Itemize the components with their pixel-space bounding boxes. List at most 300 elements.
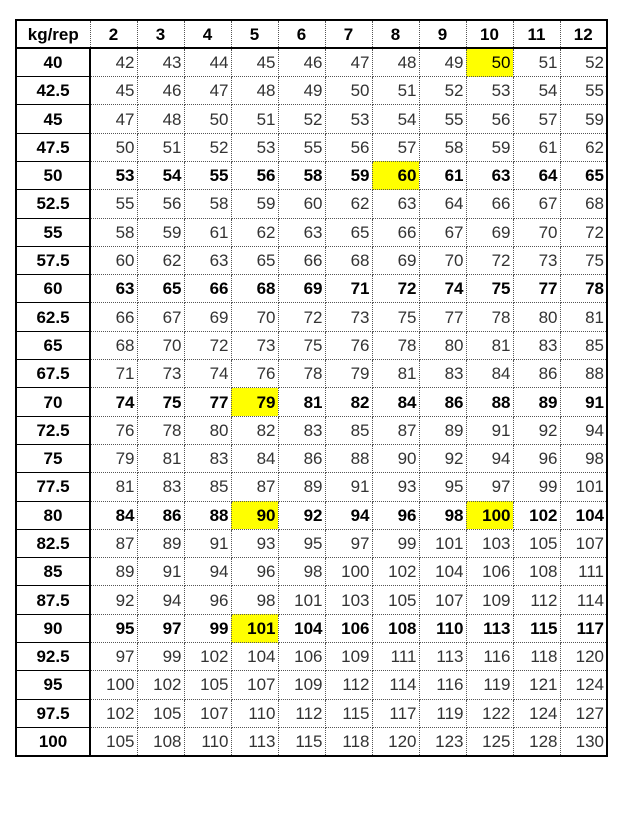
value-cell[interactable]: 130 <box>575 731 604 751</box>
value-cell[interactable]: 68 <box>90 331 137 359</box>
value-cell[interactable]: 97 <box>137 614 184 642</box>
value-cell[interactable]: 114 <box>372 671 419 699</box>
value-cell[interactable]: 64 <box>419 190 466 218</box>
value-cell[interactable]: 107 <box>419 586 466 614</box>
value-cell[interactable]: 76 <box>90 416 137 444</box>
value-cell[interactable]: 89 <box>513 388 560 416</box>
value-cell[interactable]: 65 <box>325 218 372 246</box>
value-cell[interactable]: 66 <box>278 246 325 274</box>
value-cell[interactable]: 82 <box>231 416 278 444</box>
value-cell[interactable]: 62 <box>231 218 278 246</box>
value-cell[interactable]: 108 <box>137 727 184 755</box>
value-cell[interactable]: 72 <box>184 331 231 359</box>
value-cell[interactable]: 86 <box>419 388 466 416</box>
value-cell[interactable]: 62 <box>560 133 607 161</box>
value-cell[interactable]: 100 <box>325 558 372 586</box>
weight-header-cell[interactable]: 77.5 <box>16 473 90 501</box>
value-cell[interactable]: 54 <box>372 105 419 133</box>
value-cell[interactable]: 105 <box>513 529 560 557</box>
corner-header-cell[interactable]: kg/rep <box>16 20 90 48</box>
value-cell[interactable]: 115 <box>513 614 560 642</box>
rep-header-cell[interactable]: 9 <box>419 20 466 48</box>
weight-header-cell[interactable]: 80 <box>16 501 90 529</box>
weight-header-cell[interactable]: 62.5 <box>16 303 90 331</box>
value-cell[interactable]: 103 <box>325 586 372 614</box>
value-cell[interactable]: 70 <box>419 246 466 274</box>
value-cell[interactable]: 80 <box>184 416 231 444</box>
value-cell[interactable]: 83 <box>184 444 231 472</box>
value-cell[interactable]: 88 <box>466 388 513 416</box>
value-cell[interactable]: 81 <box>90 473 137 501</box>
value-cell[interactable]: 63 <box>278 218 325 246</box>
value-cell[interactable]: 75 <box>137 388 184 416</box>
value-cell[interactable]: 106 <box>466 558 513 586</box>
value-cell[interactable]: 99 <box>184 614 231 642</box>
value-cell[interactable]: 75 <box>560 246 607 274</box>
value-cell[interactable]: 97 <box>325 529 372 557</box>
value-cell[interactable]: 89 <box>90 558 137 586</box>
value-cell[interactable]: 55 <box>419 105 466 133</box>
value-cell[interactable]: 73 <box>325 303 372 331</box>
value-cell[interactable]: 49 <box>419 48 466 76</box>
weight-header-cell[interactable]: 85 <box>16 558 90 586</box>
value-cell[interactable]: 57 <box>513 105 560 133</box>
value-cell[interactable]: 63 <box>90 275 137 303</box>
value-cell[interactable]: 72 <box>372 275 419 303</box>
value-cell[interactable]: 116 <box>419 671 466 699</box>
value-cell[interactable]: 116 <box>466 643 513 671</box>
value-cell[interactable]: 46 <box>137 77 184 105</box>
value-cell[interactable]: 105 <box>184 671 231 699</box>
value-cell[interactable]: 99 <box>372 529 419 557</box>
value-cell[interactable]: 98 <box>419 501 466 529</box>
value-cell[interactable]: 118 <box>325 727 372 755</box>
value-cell[interactable]: 104 <box>560 501 607 529</box>
highlighted-value-cell[interactable]: 50 <box>466 48 513 76</box>
value-cell[interactable]: 113 <box>466 614 513 642</box>
value-cell[interactable]: 58 <box>278 161 325 189</box>
weight-header-cell[interactable]: 82.5 <box>16 529 90 557</box>
value-cell[interactable]: 66 <box>466 190 513 218</box>
value-cell[interactable]: 111 <box>372 643 419 671</box>
value-cell[interactable]: 102 <box>90 699 137 727</box>
value-cell[interactable]: 84 <box>231 444 278 472</box>
value-cell[interactable]: 72 <box>560 218 607 246</box>
weight-header-cell[interactable]: 57.5 <box>16 246 90 274</box>
value-cell[interactable]: 62 <box>137 246 184 274</box>
highlighted-value-cell[interactable]: 90 <box>231 501 278 529</box>
value-cell[interactable]: 51 <box>137 133 184 161</box>
value-cell[interactable]: 76 <box>231 360 278 388</box>
value-cell[interactable]: 89 <box>419 416 466 444</box>
value-cell[interactable]: 69 <box>466 218 513 246</box>
value-cell[interactable]: 97 <box>90 643 137 671</box>
value-cell[interactable]: 58 <box>184 190 231 218</box>
value-cell[interactable]: 58 <box>419 133 466 161</box>
value-cell[interactable]: 53 <box>90 161 137 189</box>
value-cell[interactable]: 53 <box>466 77 513 105</box>
value-cell[interactable]: 106 <box>278 643 325 671</box>
value-cell[interactable]: 98 <box>231 586 278 614</box>
value-cell[interactable]: 113 <box>419 643 466 671</box>
value-cell[interactable]: 93 <box>372 473 419 501</box>
value-cell[interactable]: 89 <box>278 473 325 501</box>
value-cell[interactable]: 99 <box>513 473 560 501</box>
value-cell[interactable]: 63 <box>184 246 231 274</box>
value-cell[interactable]: 74 <box>184 360 231 388</box>
value-cell[interactable]: 78 <box>466 303 513 331</box>
value-cell[interactable]: 86 <box>513 360 560 388</box>
value-cell[interactable]: 112 <box>513 586 560 614</box>
weight-header-cell[interactable]: 60 <box>16 275 90 303</box>
value-cell[interactable]: 69 <box>184 303 231 331</box>
rep-header-cell[interactable]: 10 <box>466 20 513 48</box>
value-cell[interactable]: 83 <box>278 416 325 444</box>
value-cell[interactable]: 79 <box>325 360 372 388</box>
value-cell[interactable]: 111 <box>560 558 607 586</box>
value-cell[interactable]: 48 <box>231 77 278 105</box>
value-cell[interactable]: 96 <box>372 501 419 529</box>
value-cell[interactable]: 66 <box>90 303 137 331</box>
value-cell[interactable]: 92 <box>278 501 325 529</box>
value-cell[interactable]: 109 <box>325 643 372 671</box>
value-cell[interactable]: 65 <box>231 246 278 274</box>
value-cell[interactable]: 68 <box>325 246 372 274</box>
value-cell[interactable]: 78 <box>137 416 184 444</box>
value-cell[interactable]: 79 <box>90 444 137 472</box>
value-cell[interactable]: 96 <box>231 558 278 586</box>
value-cell[interactable]: 59 <box>466 133 513 161</box>
value-cell[interactable]: 94 <box>184 558 231 586</box>
value-cell[interactable]: 78 <box>372 331 419 359</box>
value-cell[interactable]: 91 <box>184 529 231 557</box>
value-cell[interactable]: 92 <box>513 416 560 444</box>
value-cell[interactable]: 56 <box>466 105 513 133</box>
weight-header-cell[interactable]: 40 <box>16 48 90 76</box>
value-cell[interactable]: 102 <box>513 501 560 529</box>
value-cell[interactable]: 76 <box>325 331 372 359</box>
value-cell[interactable]: 45 <box>231 48 278 76</box>
rep-header-cell[interactable]: 2 <box>90 20 137 48</box>
value-cell[interactable]: 102 <box>372 558 419 586</box>
value-cell[interactable]: 67 <box>137 303 184 331</box>
value-cell[interactable]: 60 <box>278 190 325 218</box>
value-cell[interactable]: 71 <box>90 360 137 388</box>
value-cell[interactable]: 55 <box>560 77 607 105</box>
value-cell[interactable]: 61 <box>513 133 560 161</box>
value-cell[interactable]: 52 <box>278 105 325 133</box>
value-cell[interactable]: 54 <box>137 161 184 189</box>
value-cell[interactable]: 86 <box>278 444 325 472</box>
highlighted-value-cell[interactable]: 101 <box>231 614 278 642</box>
value-cell[interactable]: 86 <box>137 501 184 529</box>
value-cell[interactable]: 104 <box>278 614 325 642</box>
value-cell[interactable]: 88 <box>560 360 607 388</box>
value-cell[interactable]: 96 <box>513 444 560 472</box>
weight-header-cell[interactable]: 47.5 <box>16 133 90 161</box>
value-cell[interactable]: 120 <box>560 643 607 671</box>
rep-header-cell[interactable]: 6 <box>278 20 325 48</box>
value-cell[interactable]: 62 <box>325 190 372 218</box>
highlighted-value-cell[interactable]: 79 <box>231 388 278 416</box>
value-cell[interactable]: 97 <box>466 473 513 501</box>
value-cell[interactable]: 45 <box>90 77 137 105</box>
value-cell[interactable]: 74 <box>90 388 137 416</box>
value-cell[interactable]: 71 <box>325 275 372 303</box>
weight-header-cell[interactable]: 67.5 <box>16 360 90 388</box>
value-cell[interactable]: 128 <box>513 727 560 755</box>
value-cell[interactable]: 67 <box>513 190 560 218</box>
value-cell[interactable]: 91 <box>325 473 372 501</box>
value-cell[interactable]: 95 <box>278 529 325 557</box>
value-cell[interactable]: 84 <box>372 388 419 416</box>
weight-header-cell[interactable]: 45 <box>16 105 90 133</box>
value-cell[interactable]: 81 <box>466 331 513 359</box>
value-cell[interactable]: 59 <box>137 218 184 246</box>
value-cell[interactable]: 58 <box>90 218 137 246</box>
value-cell[interactable]: 95 <box>90 614 137 642</box>
weight-header-cell[interactable]: 95 <box>16 671 90 699</box>
value-cell[interactable]: 77 <box>419 303 466 331</box>
value-cell[interactable]: 48 <box>372 48 419 76</box>
value-cell[interactable]: 92 <box>419 444 466 472</box>
value-cell[interactable]: 47 <box>90 105 137 133</box>
value-cell[interactable]: 77 <box>184 388 231 416</box>
value-cell[interactable]: 99 <box>137 643 184 671</box>
value-cell[interactable]: 56 <box>325 133 372 161</box>
value-cell[interactable]: 54 <box>513 77 560 105</box>
value-cell[interactable]: 110 <box>419 614 466 642</box>
value-cell[interactable]: 57 <box>372 133 419 161</box>
value-cell[interactable]: 52 <box>184 133 231 161</box>
value-cell[interactable]: 65 <box>560 161 607 189</box>
value-cell[interactable]: 124 <box>560 671 607 699</box>
value-cell[interactable]: 53 <box>231 133 278 161</box>
value-cell[interactable]: 85 <box>560 331 607 359</box>
rep-header-cell[interactable]: 3 <box>137 20 184 48</box>
value-cell[interactable]: 80 <box>419 331 466 359</box>
value-cell[interactable]: 103 <box>466 529 513 557</box>
value-cell[interactable]: 104 <box>231 643 278 671</box>
value-cell[interactable]: 66 <box>184 275 231 303</box>
weight-header-cell[interactable]: 52.5 <box>16 190 90 218</box>
value-cell[interactable]: 91 <box>137 558 184 586</box>
value-cell[interactable]: 94 <box>560 416 607 444</box>
value-cell[interactable]: 81 <box>137 444 184 472</box>
value-cell[interactable]: 118 <box>513 643 560 671</box>
value-cell[interactable]: 68 <box>560 190 607 218</box>
value-cell[interactable]: 122 <box>466 699 513 727</box>
value-cell[interactable]: 51 <box>513 48 560 76</box>
value-cell[interactable]: 47 <box>325 48 372 76</box>
value-cell[interactable]: 107 <box>231 671 278 699</box>
rep-header-cell[interactable]: 5 <box>231 20 278 48</box>
value-cell[interactable]: 107 <box>184 699 231 727</box>
value-cell[interactable]: 91 <box>466 416 513 444</box>
weight-header-cell[interactable]: 87.5 <box>16 586 90 614</box>
value-cell[interactable]: 70 <box>513 218 560 246</box>
value-cell[interactable]: 114 <box>560 586 607 614</box>
value-cell[interactable]: 78 <box>560 275 607 303</box>
value-cell[interactable]: 75 <box>466 275 513 303</box>
value-cell[interactable]: 72 <box>466 246 513 274</box>
value-cell[interactable]: 108 <box>372 614 419 642</box>
value-cell[interactable]: 108 <box>513 558 560 586</box>
highlighted-value-cell[interactable]: 60 <box>372 161 419 189</box>
value-cell[interactable]: 120 <box>372 727 419 755</box>
value-cell[interactable]: 81 <box>372 360 419 388</box>
value-cell[interactable]: 77 <box>513 275 560 303</box>
value-cell[interactable]: 55 <box>278 133 325 161</box>
value-cell[interactable]: 67 <box>419 218 466 246</box>
value-cell[interactable]: 61 <box>184 218 231 246</box>
value-cell[interactable]: 74 <box>419 275 466 303</box>
value-cell[interactable]: 83 <box>419 360 466 388</box>
value-cell[interactable]: 82 <box>325 388 372 416</box>
highlighted-value-cell[interactable]: 100 <box>466 501 513 529</box>
value-cell[interactable]: 102 <box>184 643 231 671</box>
value-cell[interactable]: 50 <box>90 133 137 161</box>
value-cell[interactable]: 102 <box>137 671 184 699</box>
weight-header-cell[interactable]: 97.5 <box>16 699 90 727</box>
value-cell[interactable]: 112 <box>325 671 372 699</box>
value-cell[interactable]: 48 <box>137 105 184 133</box>
value-cell[interactable]: 91 <box>560 388 607 416</box>
value-cell[interactable]: 124 <box>513 699 560 727</box>
value-cell[interactable]: 115 <box>278 727 325 755</box>
value-cell[interactable]: 81 <box>560 303 607 331</box>
value-cell[interactable]: 92 <box>90 586 137 614</box>
value-cell[interactable]: 52 <box>560 48 607 76</box>
value-cell[interactable]: 87 <box>231 473 278 501</box>
rep-header-cell[interactable]: 12 <box>560 20 607 48</box>
rep-header-cell[interactable]: 11 <box>513 20 560 48</box>
weight-header-cell[interactable]: 92.5 <box>16 643 90 671</box>
rep-header-cell[interactable]: 8 <box>372 20 419 48</box>
value-cell[interactable]: 87 <box>90 529 137 557</box>
value-cell[interactable]: 69 <box>372 246 419 274</box>
value-cell[interactable]: 110 <box>231 699 278 727</box>
value-cell[interactable]: 84 <box>466 360 513 388</box>
value-cell[interactable]: 109 <box>466 586 513 614</box>
value-cell[interactable]: 70 <box>231 303 278 331</box>
value-cell[interactable]: 42 <box>90 48 137 76</box>
value-cell[interactable]: 109 <box>278 671 325 699</box>
value-cell[interactable]: 113 <box>231 727 278 755</box>
value-cell[interactable]: 83 <box>513 331 560 359</box>
value-cell[interactable]: 107 <box>560 529 607 557</box>
value-cell[interactable]: 106 <box>325 614 372 642</box>
value-cell[interactable]: 80 <box>513 303 560 331</box>
value-cell[interactable]: 75 <box>372 303 419 331</box>
value-cell[interactable]: 104 <box>419 558 466 586</box>
value-cell[interactable]: 94 <box>325 501 372 529</box>
value-cell[interactable]: 59 <box>325 161 372 189</box>
value-cell[interactable]: 73 <box>231 331 278 359</box>
value-cell[interactable]: 93 <box>231 529 278 557</box>
value-cell[interactable]: 75 <box>278 331 325 359</box>
value-cell[interactable]: 59 <box>231 190 278 218</box>
value-cell[interactable]: 119 <box>466 671 513 699</box>
value-cell[interactable]: 50 <box>184 105 231 133</box>
value-cell[interactable]: 100 <box>90 671 137 699</box>
value-cell[interactable]: 117 <box>372 699 419 727</box>
value-cell[interactable]: 101 <box>278 586 325 614</box>
value-cell[interactable]: 50 <box>325 77 372 105</box>
value-cell[interactable]: 55 <box>184 161 231 189</box>
value-cell[interactable]: 83 <box>137 473 184 501</box>
value-cell[interactable]: 105 <box>372 586 419 614</box>
value-cell[interactable]: 63 <box>372 190 419 218</box>
value-cell[interactable]: 101 <box>419 529 466 557</box>
weight-header-cell[interactable]: 50 <box>16 161 90 189</box>
value-cell[interactable]: 90 <box>372 444 419 472</box>
weight-header-cell[interactable]: 65 <box>16 331 90 359</box>
value-cell[interactable]: 43 <box>137 48 184 76</box>
value-cell[interactable]: 95 <box>419 473 466 501</box>
value-cell[interactable]: 55 <box>90 190 137 218</box>
value-cell[interactable]: 44 <box>184 48 231 76</box>
value-cell[interactable]: 52 <box>419 77 466 105</box>
value-cell[interactable]: 72 <box>278 303 325 331</box>
weight-header-cell[interactable]: 42.5 <box>16 77 90 105</box>
value-cell[interactable]: 88 <box>325 444 372 472</box>
weight-header-cell[interactable]: 55 <box>16 218 90 246</box>
value-cell[interactable]: 69 <box>278 275 325 303</box>
value-cell[interactable]: 98 <box>278 558 325 586</box>
weight-header-cell[interactable]: 70 <box>16 388 90 416</box>
value-cell[interactable]: 89 <box>137 529 184 557</box>
value-cell[interactable]: 65 <box>137 275 184 303</box>
value-cell[interactable]: 105 <box>90 727 137 755</box>
value-cell[interactable]: 49 <box>278 77 325 105</box>
value-cell[interactable]: 98 <box>560 444 607 472</box>
value-cell[interactable]: 110 <box>184 727 231 755</box>
value-cell[interactable]: 70 <box>137 331 184 359</box>
value-cell[interactable]: 64 <box>513 161 560 189</box>
weight-header-cell[interactable]: 90 <box>16 614 90 642</box>
value-cell[interactable]: 87 <box>372 416 419 444</box>
weight-header-cell[interactable]: 72.5 <box>16 416 90 444</box>
value-cell[interactable]: 51 <box>372 77 419 105</box>
value-cell[interactable]: 123 <box>419 727 466 755</box>
value-cell[interactable]: 81 <box>278 388 325 416</box>
value-cell[interactable]: 63 <box>466 161 513 189</box>
value-cell[interactable]: 68 <box>231 275 278 303</box>
value-cell[interactable]: 56 <box>137 190 184 218</box>
value-cell[interactable]: 84 <box>90 501 137 529</box>
value-cell[interactable]: 56 <box>231 161 278 189</box>
rep-header-cell[interactable]: 7 <box>325 20 372 48</box>
value-cell[interactable]: 94 <box>137 586 184 614</box>
value-cell[interactable]: 73 <box>137 360 184 388</box>
rep-header-cell[interactable]: 4 <box>184 20 231 48</box>
value-cell[interactable]: 88 <box>184 501 231 529</box>
value-cell[interactable]: 112 <box>278 699 325 727</box>
value-cell[interactable]: 119 <box>419 699 466 727</box>
value-cell[interactable]: 78 <box>278 360 325 388</box>
value-cell[interactable]: 94 <box>466 444 513 472</box>
value-cell[interactable]: 46 <box>278 48 325 76</box>
value-cell[interactable]: 73 <box>513 246 560 274</box>
value-cell[interactable]: 127 <box>560 699 607 727</box>
value-cell[interactable]: 47 <box>184 77 231 105</box>
weight-header-cell[interactable]: 100 <box>16 727 90 755</box>
value-cell[interactable]: 85 <box>325 416 372 444</box>
value-cell[interactable]: 117 <box>560 614 607 642</box>
value-cell[interactable]: 101 <box>560 473 607 501</box>
value-cell[interactable]: 59 <box>560 105 607 133</box>
